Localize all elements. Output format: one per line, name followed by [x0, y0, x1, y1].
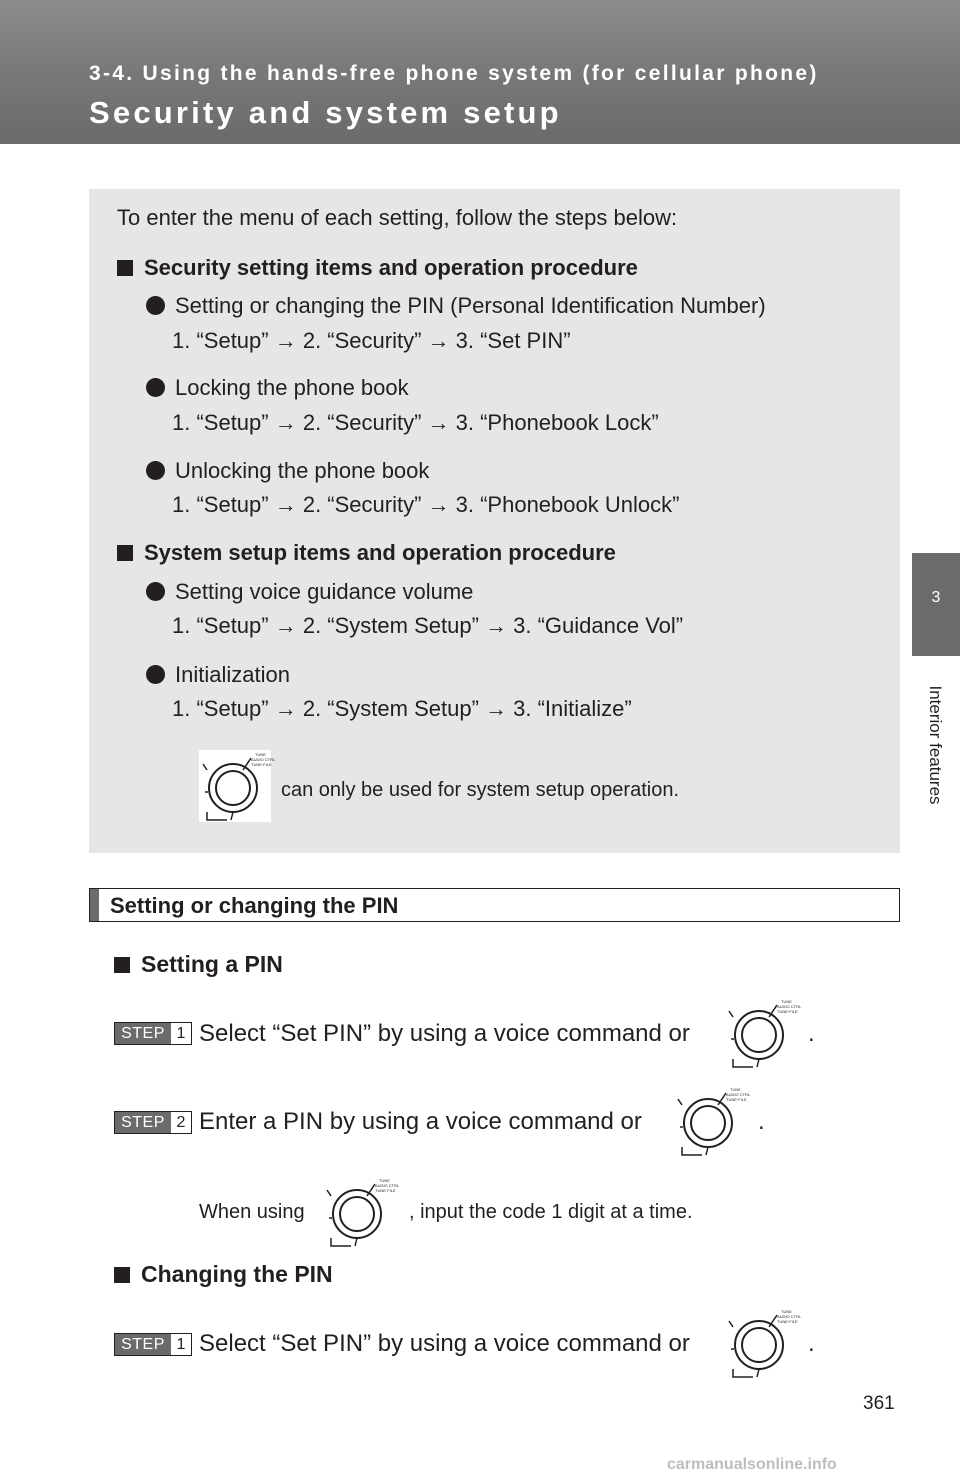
knob-note: can only be used for system setup operation. — [281, 779, 680, 801]
circle-bullet-icon — [146, 461, 165, 480]
step-end-period: . — [808, 1330, 815, 1357]
system-item-initialize: Initialization — [146, 662, 290, 688]
changing-pin-heading: Changing the PIN — [114, 1261, 333, 1288]
step-text: Enter a PIN by using a voice command or — [199, 1108, 642, 1135]
setting-pin-heading: Setting a PIN — [114, 951, 283, 978]
page-title: Security and system setup — [89, 95, 562, 130]
chapter-tab[interactable] — [912, 553, 960, 656]
security-item-pin: Setting or changing the PIN (Personal Identification Number) — [146, 293, 766, 319]
step-text: Select “Set PIN” by using a voice command or — [199, 1330, 690, 1357]
circle-bullet-icon — [146, 665, 165, 684]
svg-text:AUDIO CTRL: AUDIO CTRL — [375, 1183, 400, 1188]
step-number: 2 — [176, 1114, 186, 1131]
svg-text:AUDIO CTRL: AUDIO CTRL — [726, 1092, 751, 1097]
svg-text:TUNE: TUNE — [781, 1309, 792, 1314]
tune-knob-icon — [725, 1307, 802, 1379]
svg-text:AUDIO CTRL: AUDIO CTRL — [777, 1004, 802, 1009]
system-item-volume-path: 1. “Setup” → 2. “System Setup” → 3. “Guidance Vol” — [172, 613, 684, 638]
security-heading: Security setting items and operation procedure — [117, 255, 638, 281]
square-bullet-icon — [114, 957, 130, 973]
svg-text:AUDIO CTRL: AUDIO CTRL — [251, 757, 276, 762]
security-item-unlock-path: 1. “Setup” → 2. “Security” → 3. “Phonebook Unlock” — [172, 492, 680, 517]
step-badge — [114, 1333, 192, 1356]
step-number: 1 — [176, 1336, 186, 1353]
page-header — [0, 0, 960, 144]
tune-knob-icon — [323, 1176, 400, 1248]
step-badge — [114, 1111, 192, 1134]
square-bullet-icon — [117, 260, 133, 276]
chapter-side-label: Interior features — [926, 685, 945, 805]
system-heading: System setup items and operation procedure — [117, 540, 616, 566]
security-item-lock: Locking the phone book — [146, 375, 409, 401]
tune-knob-icon — [725, 997, 802, 1069]
svg-text:TUNE·FILE: TUNE·FILE — [375, 1188, 396, 1193]
square-bullet-icon — [114, 1267, 130, 1283]
step-label: STEP — [115, 1023, 171, 1044]
section-bar-accent — [90, 889, 99, 921]
security-item-unlock: Unlocking the phone book — [146, 458, 429, 484]
security-item-pin-path: 1. “Setup” → 2. “Security” → 3. “Set PIN” — [172, 328, 571, 353]
tune-knob-icon — [674, 1085, 751, 1157]
system-item-volume: Setting voice guidance volume — [146, 579, 473, 605]
section-heading-bar — [89, 888, 900, 922]
svg-text:TUNE: TUNE — [379, 1178, 390, 1183]
step-number: 1 — [176, 1025, 186, 1042]
step-badge — [114, 1022, 192, 1045]
circle-bullet-icon — [146, 582, 165, 601]
watermark: carmanualsonline.info — [667, 1456, 837, 1473]
step-text: Select “Set PIN” by using a voice command or — [199, 1020, 690, 1047]
step-end-period: . — [758, 1108, 765, 1135]
info-intro: To enter the menu of each setting, follow the steps below: — [117, 205, 678, 230]
tip-text-before: When using — [199, 1201, 305, 1223]
svg-text:TUNE: TUNE — [730, 1087, 741, 1092]
section-title: Setting or changing the PIN — [110, 893, 399, 918]
system-item-initialize-path: 1. “Setup” → 2. “System Setup” → 3. “Initialize” — [172, 696, 632, 721]
chapter-tab-number: 3 — [931, 589, 941, 606]
security-item-lock-path: 1. “Setup” → 2. “Security” → 3. “Phonebook Lock” — [172, 410, 659, 435]
page-number: 361 — [863, 1393, 895, 1414]
svg-text:TUNE·FILE: TUNE·FILE — [777, 1009, 798, 1014]
step-label: STEP — [115, 1334, 171, 1355]
tip-text-after: , input the code 1 digit at a time. — [409, 1201, 693, 1223]
svg-text:TUNE·FILE: TUNE·FILE — [251, 762, 272, 767]
svg-text:TUNE: TUNE — [255, 752, 266, 757]
svg-text:TUNE: TUNE — [781, 999, 792, 1004]
step-label: STEP — [115, 1112, 171, 1133]
step-end-period: . — [808, 1020, 815, 1047]
circle-bullet-icon — [146, 378, 165, 397]
svg-text:AUDIO CTRL: AUDIO CTRL — [777, 1314, 802, 1319]
svg-text:TUNE·FILE: TUNE·FILE — [777, 1319, 798, 1324]
svg-text:TUNE·FILE: TUNE·FILE — [726, 1097, 747, 1102]
chapter-subtitle: 3-4. Using the hands-free phone system (for cellular phone) — [89, 62, 819, 85]
square-bullet-icon — [117, 545, 133, 561]
circle-bullet-icon — [146, 296, 165, 315]
tune-knob-icon — [199, 750, 276, 822]
